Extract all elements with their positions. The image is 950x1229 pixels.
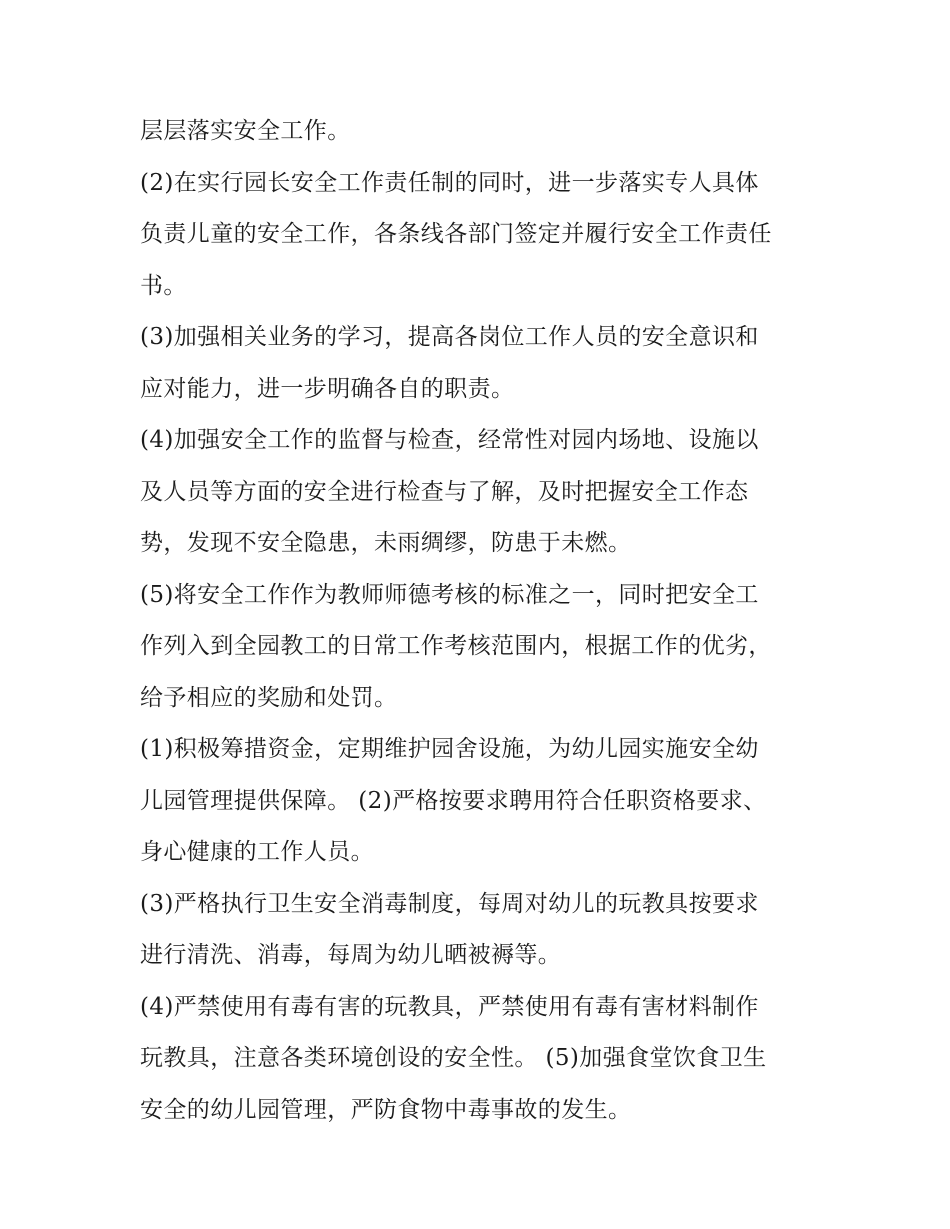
text-line: (1)积极筹措资金，定期维护园舍设施，为幼儿园实施安全幼 [140, 736, 759, 762]
text-line: (4)严禁使用有毒有害的玩教具，严禁使用有毒有害材料制作 [140, 993, 759, 1020]
text-line: 书。 [140, 272, 187, 299]
text-line: 儿园管理提供保障。 (2)严格按要求聘用符合任职资格要求、 [140, 787, 767, 814]
text-line: (3)加强相关业务的学习，提高各岗位工作人员的安全意识和 [140, 324, 759, 350]
text-line: (4)加强安全工作的监督与检查，经常性对园内场地、设施以 [140, 427, 759, 453]
text-line: (5)将安全工作作为教师师德考核的标准之一，同时把安全工 [140, 581, 759, 608]
document-body [140, 106, 820, 1136]
text-line: 作列入到全园教工的日常工作考核范围内，根据工作的优劣， [140, 633, 772, 659]
text-line: 给予相应的奖励和处罚。 [140, 684, 398, 711]
text-line: 及人员等方面的安全进行检查与了解，及时把握安全工作态 [140, 478, 749, 505]
text-line: 负责儿童的安全工作，各条线各部门签定并履行安全工作责任 [140, 221, 772, 247]
text-line: (3)严格执行卫生安全消毒制度，每周对幼儿的玩教具按要求 [140, 890, 759, 917]
text-line: 进行清洗、消毒，每周为幼儿晒被褥等。 [140, 942, 562, 968]
text-line: 安全的幼儿园管理，严防食物中毒事故的发生。 [140, 1096, 632, 1123]
text-line: (2)在实行园长安全工作责任制的同时，进一步落实专人具体 [140, 169, 759, 196]
text-line: 势，发现不安全隐患，未雨绸缪，防患于未燃。 [140, 530, 632, 556]
text-line: 玩教具，注意各类环境创设的安全性。 (5)加强食堂饮食卫生 [140, 1045, 767, 1071]
text-line: 层层落实安全工作。 [140, 118, 351, 144]
text-line: 身心健康的工作人员。 [140, 839, 374, 865]
text-line: 应对能力，进一步明确各自的职责。 [140, 375, 515, 402]
